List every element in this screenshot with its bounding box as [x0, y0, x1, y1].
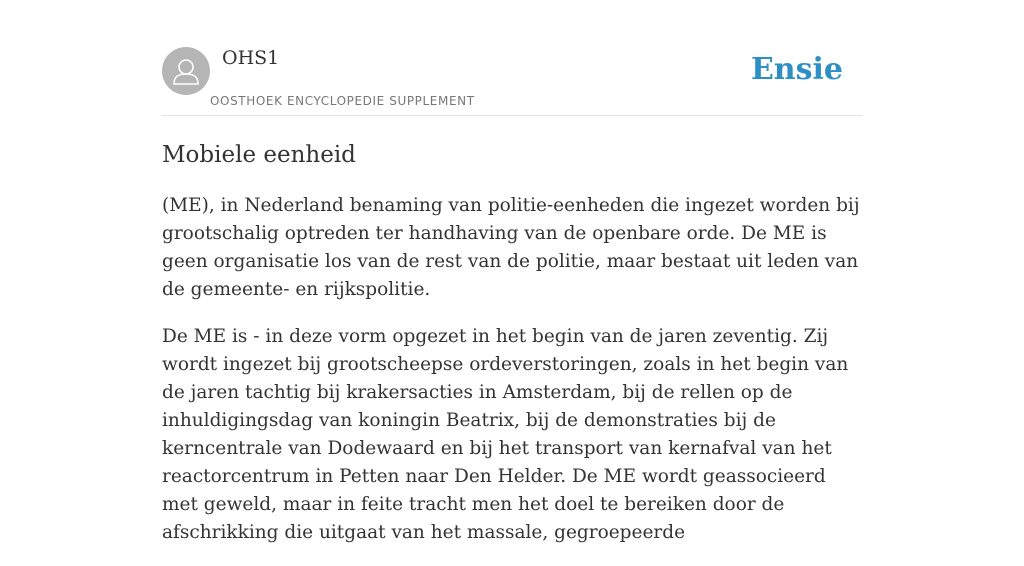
article-header — [162, 0, 862, 116]
user-silhouette-icon — [162, 47, 210, 95]
brand-logo[interactable]: Ensie — [750, 52, 843, 87]
article-paragraph: (ME), in Nederland benaming van politie-eenheden die ingezet worden bij grootschalig optreden ter handhaving van de openbare orde. De ME is geen organisatie los van de rest van de politie, maar bestaat uit leden van de gemeente- en rijkspolitie. — [162, 195, 860, 300]
article-body — [162, 192, 862, 566]
article-card — [162, 0, 862, 543]
avatar[interactable] — [162, 47, 210, 95]
article-paragraph: De ME is - in deze vorm opgezet in het begin van de jaren zeventig. Zij wordt ingezet bij grootscheepse ordeverstoringen, zoals in het begin van de jaren tachtig bij krakersacties in Amsterdam, bij de rellen op de inhuldigingsdag van koningin Beatrix, bij de demonstraties bij de kerncentrale van Dodewaard en bij het transport van kernafval van het reactorcentrum in Petten naar Den Helder. De ME wordt geassocieerd met geweld, maar in feite tracht men het doel te bereiken door de afschrikking die uitgaat van het massale, gegroepeerde — [162, 326, 849, 543]
source-name[interactable]: OOSTHOEK ENCYCLOPEDIE SUPPLEMENT — [210, 94, 475, 108]
author-name[interactable]: OHS1 — [222, 47, 280, 69]
page-title: Mobiele eenheid — [162, 142, 356, 168]
